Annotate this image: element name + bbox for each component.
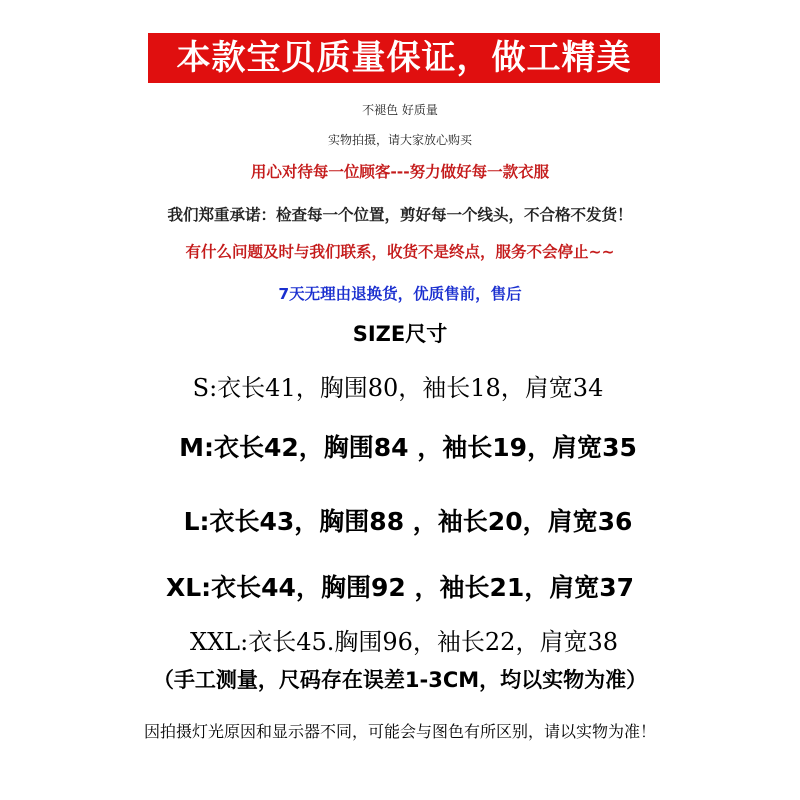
measurement-note: （手工测量，尺码存在误差1-3CM，均以实物为准） (152, 668, 648, 692)
quality-banner: 本款宝贝质量保证，做工精美 (148, 33, 660, 83)
return-guarantee: 7天无理由退换货，优质售前，售后 (278, 285, 522, 303)
promise-service: 有什么问题及时与我们联系，收货不是终点，服务不会停止~~ (185, 243, 615, 261)
color-disclaimer: 因拍摄灯光原因和显示器不同，可能会与图色有所区别，请以实物为准！ (143, 722, 656, 741)
subtitle-real-photo: 实物拍摄，请大家放心购买 (327, 133, 472, 147)
size-row-s: S:衣长41，胸围80，袖长18，肩宽34 (192, 374, 604, 402)
subtitle-colorfast: 不褪色 好质量 (362, 103, 438, 117)
promise-customer-care: 用心对待每一位顾客---努力做好每一款衣服 (250, 163, 550, 181)
promise-inspection: 我们郑重承诺：检查每一个位置，剪好每一个线头，不合格不发货！ (167, 206, 633, 224)
size-row-m: M:衣长42，胸围84 ，袖长19，肩宽35 (179, 433, 637, 462)
size-row-xxl: XXL:衣长45.胸围96，袖长22，肩宽38 (190, 628, 618, 656)
size-heading: SIZE尺寸 (352, 322, 448, 346)
size-row-l: L:衣长43，胸围88 ，袖长20，肩宽36 (183, 507, 633, 536)
size-row-xl: XL:衣长44，胸围92 ，袖长21，肩宽37 (165, 573, 635, 602)
